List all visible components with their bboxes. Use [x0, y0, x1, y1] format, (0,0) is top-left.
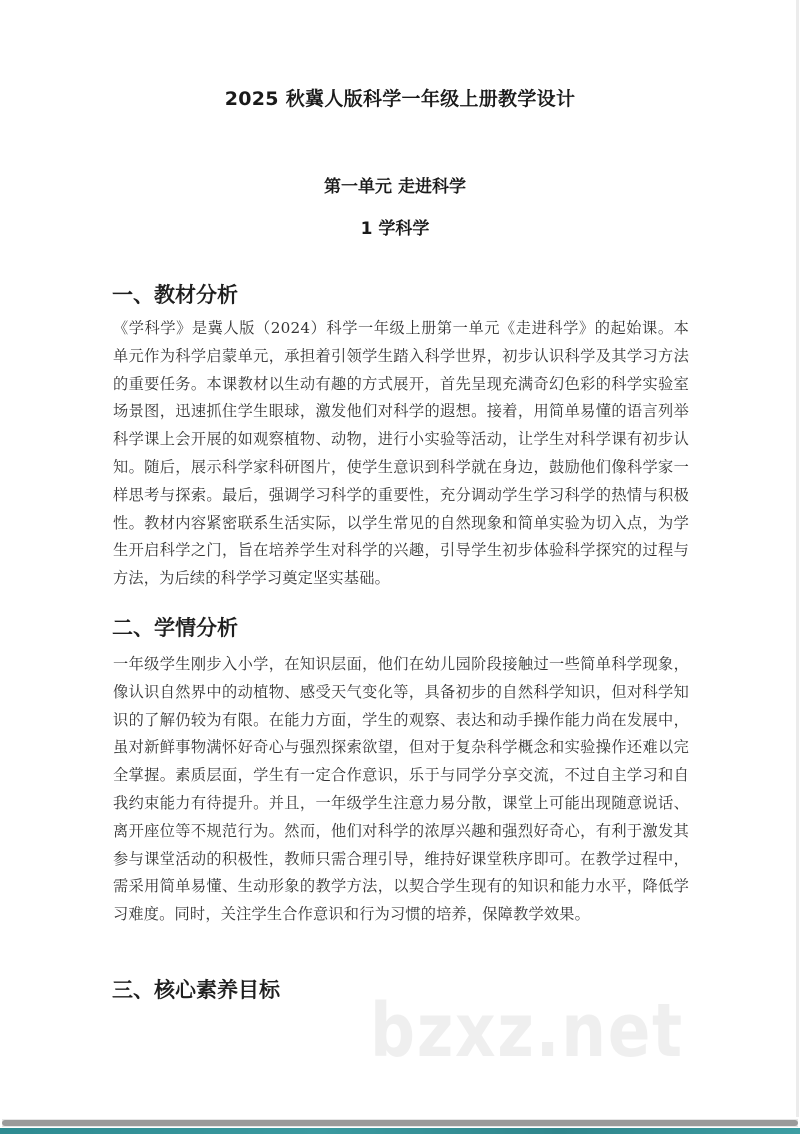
paragraph: 一年级学生刚步入小学，在知识层面，他们在幼儿园阶段接触过一些简单科学现象，像认识自然界中的动植物、感受天气变化等，具备初步的自然科学知识，但对科学知识的了解仍较为有限。在能力方面，学生的观察、表达和动手操作能力尚在发展中，虽对新鲜事物满怀好奇心与强烈探索欲望，但对于复杂科学概念和实验操作还难以完全掌握。素质层面，学生有一定合作意识，乐于与同学分享交流，不过自主学习和自我约束能力有待提升。并且，一年级学生注意力易分散，课堂上可能出现随意说话、离开座位等不规范行为。然而，他们对科学的浓厚兴趣和强烈好奇心，有利于激发其参与课堂活动的积极性，教师只需合理引导，维持好课堂秩序即可。在教学过程中，需采用简单易懂、生动形象的教学方法，以契合学生现有的知识和能力水平，降低学习难度。同时，关注学生合作意识和行为习惯的培养，保障教学效果。	[113, 655, 689, 924]
document-title: 2025 秋冀人版科学一年级上册教学设计	[224, 88, 576, 110]
watermark: bzxz.net	[370, 988, 684, 1074]
section-heading-core-literacy-goals: 三、核心素养目标	[112, 978, 280, 1002]
lesson-title: 1 学科学	[360, 219, 430, 239]
section-heading-textbook-analysis: 一、教材分析	[112, 283, 238, 307]
horizontal-scrollbar[interactable]	[2, 1119, 798, 1127]
desktop-background-strip	[0, 1128, 800, 1134]
section-body-learner-analysis	[113, 651, 689, 929]
scrollbar-thumb[interactable]	[2, 1120, 798, 1126]
unit-title: 第一单元 走进科学	[324, 177, 466, 197]
section-heading-learner-analysis: 二、学情分析	[112, 616, 238, 640]
paragraph: 《学科学》是冀人版（2024）科学一年级上册第一单元《走进科学》的起始课。本单元作为科学启蒙单元，承担着引领学生踏入科学世界，初步认识科学及其学习方法的重要任务。本课教材以生动有趣的方式展开，首先呈现充满奇幻色彩的科学实验室场景图，迅速抓住学生眼球，激发他们对科学的遐想。接着，用简单易懂的语言列举科学课上会开展的如观察植物、动物，进行小实验等活动，让学生对科学课有初步认知。随后，展示科学家科研图片，使学生意识到科学就在身边，鼓励他们像科学家一样思考与探索。最后，强调学习科学的重要性，充分调动学生学习科学的热情与积极性。教材内容紧密联系生活实际，以学生常见的自然现象和简单实验为切入点，为学生开启科学之门，旨在培养学生对科学的兴趣，引导学生初步体验科学探究的过程与方法，为后续的科学学习奠定坚实基础。	[113, 319, 689, 588]
section-body-textbook-analysis	[113, 315, 689, 593]
